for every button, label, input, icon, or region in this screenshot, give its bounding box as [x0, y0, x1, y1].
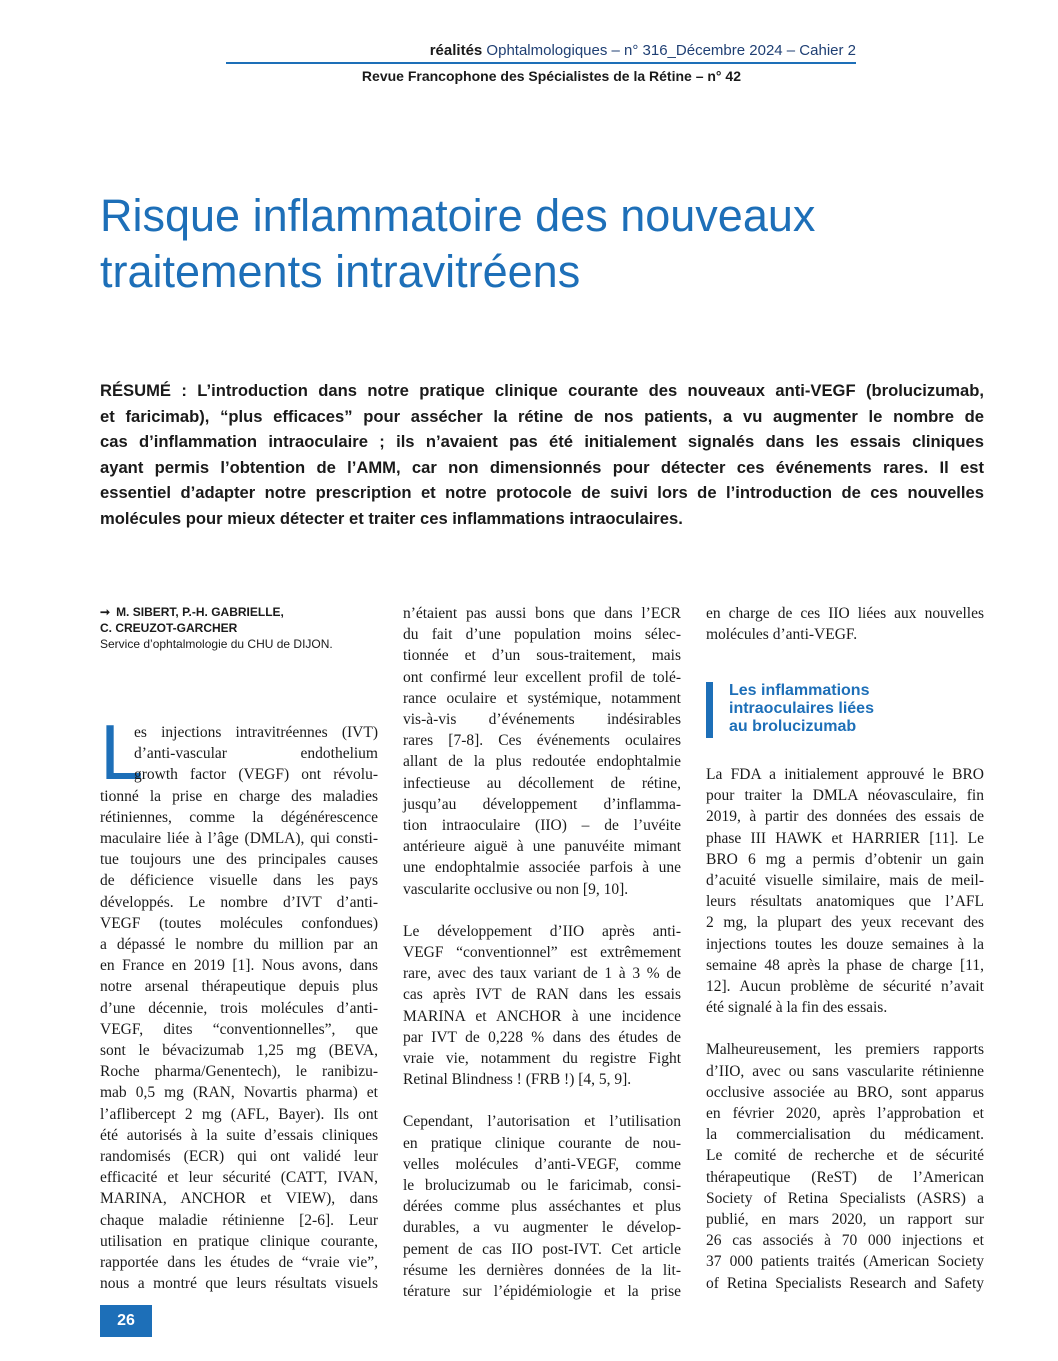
text-line: 2019, à partir des données des essais de	[706, 808, 984, 826]
paragraph-gap	[403, 1090, 681, 1111]
text-line: 12]. Aucun problème de sécurité n’avait	[706, 978, 984, 996]
abstract-line: cas d’inflammation intraoculaire ; ils n’avaient pas été initialement signalés dans les essais cliniques	[100, 432, 984, 451]
column-3-body	[706, 764, 984, 1294]
text-line: maculaire liée à l’âge (DMLA), qui consti-	[100, 830, 378, 848]
text-line: Society of Retina Specialists (ASRS) a	[706, 1189, 984, 1207]
text-line: sont le bévacizumab 1,25 mg (BEVA,	[100, 1042, 378, 1060]
text-line: VEGF (toutes molécules confondues)	[100, 914, 378, 932]
text-line: une endophtalmie associée parfois à une	[403, 859, 681, 877]
text-line: phase III HAWK et HARRIER [11]. Le	[706, 829, 984, 847]
page-number: 26	[100, 1305, 152, 1337]
text-line: le brolucizumab ou le faricimab, consi-	[403, 1177, 681, 1195]
authors-block	[100, 604, 380, 652]
journal-issue: Ophtalmologiques – n° 316_Décembre 2024 – Cahier 2	[482, 42, 856, 59]
abstract-line: ayant permis l’obtention de l’AMM, car non dimensionnés pour détecter ces événements rares. Il est	[100, 457, 984, 477]
arrow-icon: ➞	[100, 605, 111, 619]
text-line: vraie vie, notamment du registre Fight	[403, 1050, 681, 1068]
text-line: publié, en mars 2020, un rapport sur	[706, 1211, 984, 1229]
text-line: jusqu’au développement d’inflamma-	[403, 795, 681, 813]
text-line: n’étaient pas aussi bons que dans l’ECR	[403, 605, 681, 622]
text-line: of Retina Specialists Research and Safety	[706, 1274, 984, 1292]
author-names: C. CREUZOT-GARCHER	[100, 621, 238, 635]
title-line: traitements intravitréens	[100, 246, 581, 297]
text-line: BRO 6 mg a permis d’obtenir un gain	[706, 850, 984, 868]
column-1	[100, 708, 378, 1294]
author-affiliation: Service d’ophtalmologie du CHU de DIJON.	[100, 637, 333, 651]
text-line: par IVT de 0,228 % dans des études de	[403, 1028, 681, 1046]
text-line: la commercialisation du médicament.	[706, 1126, 984, 1144]
text-line: es injections intravitréennes (IVT)	[134, 724, 378, 741]
text-line: La FDA a initialement approuvé le BRO	[706, 766, 984, 783]
text-line: Cependant, l’autorisation et l’utilisation	[403, 1113, 681, 1131]
header-rule	[226, 62, 856, 64]
text-line: Roche pharma/Genentech), le ranibizu-	[100, 1063, 378, 1081]
article-title	[100, 188, 980, 300]
text-line: développés. Le nombre d’IVT d’anti-	[100, 893, 378, 911]
text-line: mab 0,5 mg (RAN, Novartis pharma) et	[100, 1084, 378, 1102]
section-heading-line: intraoculaires liées	[729, 700, 874, 717]
text-line: l’aflibercept 2 mg (AFL, Bayer). Ils ont	[100, 1105, 378, 1123]
text-line: VEGF, dites “conventionnelles”, que	[100, 1020, 378, 1038]
text-line: dérées comme plus asséchantes et plus	[403, 1198, 681, 1216]
text-line: d’anti-vascular endothelium	[134, 745, 378, 763]
text-line: rétiniennes, comme la dégénérescence	[100, 808, 378, 826]
abstract-line: molécules pour mieux détecter et traiter ces inflammations intraoculaires.	[100, 508, 683, 528]
text-line: chaque maladie rétinienne [2-6]. Leur	[100, 1211, 378, 1229]
text-line: MARINA et ANCHOR à une incidence	[403, 1007, 681, 1025]
abstract-line: RÉSUMÉ : L’introduction dans notre pratique clinique courante des nouveaux anti-VEGF (brolucizumab,	[100, 381, 984, 400]
section-heading-line: au brolucizumab	[729, 718, 857, 735]
text-line: en février 2020, après l’approbation et	[706, 1105, 984, 1123]
text-line: d’une décennie, trois molécules d’anti-	[100, 999, 378, 1017]
section-heading	[706, 682, 1009, 738]
text-line: allant de la plus redoutée endophtalmie	[403, 753, 681, 771]
text-line: MARINA, ANCHOR et VIEW), dans	[100, 1190, 378, 1208]
text-line: randomisés (ECR) qui ont validé leur	[100, 1148, 378, 1166]
text-line: rapportée dans les études de “vraie vie”,	[100, 1254, 378, 1272]
text-line: injections toutes les douze semaines à la	[706, 935, 984, 953]
text-line: efficacité et leur sécurité (CATT, IVAN,	[100, 1169, 378, 1187]
text-line: térature sur l’épidémiologie et la prise	[403, 1283, 681, 1301]
text-line: leurs résultats anatomiques que l’AFL	[706, 893, 984, 911]
text-line: antérieure aiguë à une panuvéite mimant	[403, 838, 681, 856]
text-line: en France en 2019 [1]. Nous avons, dans	[100, 957, 378, 975]
journal-subtitle: Revue Francophone des Spécialistes de la Rétine – n° 42	[361, 68, 741, 84]
title-line: Risque inflammatoire des nouveaux	[100, 190, 816, 241]
paragraph-gap	[403, 900, 681, 921]
text-line: ont confirmé leur excellent profil de tolé-	[403, 668, 681, 686]
text-line: en charge de ces IIO liées aux nouvelles	[706, 605, 984, 622]
section-heading-line: Les inflammations	[729, 682, 870, 699]
text-line: Le comité de recherche et de sécurité	[706, 1147, 984, 1165]
text-line: en pratique clinique courante de nou-	[403, 1134, 681, 1152]
text-line: cas après IVT de RAN dans les essais	[403, 986, 681, 1004]
text-line: vis-à-vis d’événements indésirables	[403, 711, 681, 729]
drop-cap: L	[100, 708, 144, 796]
text-line: notre arsenal thérapeutique depuis plus	[100, 978, 378, 996]
text-line: nous a montré que leurs résultats visuels	[100, 1275, 378, 1293]
text-line: 37 000 patients traités (American Society	[706, 1253, 984, 1271]
abstract	[100, 378, 984, 531]
text-line: Le développement d’IIO après anti-	[403, 922, 681, 940]
text-line: Retinal Blindness ! (FRB !) [4, 5, 9].	[403, 1071, 632, 1089]
column-3-top	[706, 603, 984, 645]
text-line: rance oculaire et systémique, notamment	[403, 689, 681, 707]
text-line: rare, avec des taux variant de 1 à 3 % de	[403, 965, 681, 983]
text-line: growth factor (VEGF) ont révolu-	[134, 766, 378, 784]
text-line: semaine 48 après la phase de charge [11,	[706, 956, 984, 974]
text-line: du fait d’une population moins sélec-	[403, 626, 681, 644]
text-line: vascularite occlusive ou non [9, 10].	[403, 880, 629, 898]
text-line: velles molécules d’anti-VEGF, comme	[403, 1155, 681, 1173]
text-line: VEGF “conventionnel” est extrêmement	[403, 944, 681, 962]
text-line: été autorisés à la suite d’essais cliniques	[100, 1126, 378, 1144]
text-line: molécules d’anti-VEGF.	[706, 626, 858, 644]
author-names: ➞ M. SIBERT, P.-H. GABRIELLE,	[100, 605, 284, 619]
text-line: pement de cas IIO post-IVT. Cet article	[403, 1240, 681, 1258]
text-line: durables, a vu augmenter le dévelop-	[403, 1219, 681, 1237]
text-line: d’IIO, avec ou sans vascularite rétinienne	[706, 1062, 984, 1080]
journal-brand: réalités	[429, 42, 483, 59]
abstract-line: essentiel d’adapter notre prescription et notre protocole de suivi lors de l’introduction de ces nouvelles	[100, 483, 984, 502]
text-line: infectieuse au décollement de rétine,	[403, 774, 681, 792]
text-line: 26 cas associés à 70 000 injections et	[706, 1232, 984, 1250]
text-line: été signalé à la fin des essais.	[706, 999, 888, 1017]
column-2	[403, 603, 681, 1302]
paragraph-gap	[706, 1018, 984, 1039]
text-line: 2 mg, la plupart des yeux recevant des	[706, 914, 984, 932]
text-line: utilisation en pratique clinique courante,	[100, 1232, 378, 1250]
text-line: de déficience visuelle dans les pays	[100, 872, 378, 890]
text-line: occlusive associée au BRO, sont apparus	[706, 1083, 984, 1101]
text-line: tion intraoculaire (IIO) – de l’uvéite	[403, 817, 681, 835]
text-line: tionnée et d’un sous-traitement, mais	[403, 647, 681, 665]
text-line: pour traiter la DMLA néovasculaire, fin	[706, 787, 984, 805]
text-line: rares [7-8]. Ces événements oculaires	[403, 732, 681, 750]
text-line: tionné la prise en charge des maladies	[100, 787, 378, 805]
text-line: tue toujours une des principales causes	[100, 851, 378, 869]
text-line: a dépassé le nombre du million par an	[100, 936, 378, 954]
journal-header	[226, 42, 856, 59]
abstract-line: et faricimab), “plus efficaces” pour assécher la rétine de nos patients, a vu augmenter le nombre de	[100, 406, 984, 426]
text-line: Malheureusement, les premiers rapports	[706, 1041, 984, 1059]
text-line: thérapeutique (ReST) de l’American	[706, 1168, 984, 1186]
text-line: résume les dernières données de la lit-	[403, 1261, 681, 1279]
text-line: d’acuité visuelle similaire, mais de meil-	[706, 872, 984, 890]
